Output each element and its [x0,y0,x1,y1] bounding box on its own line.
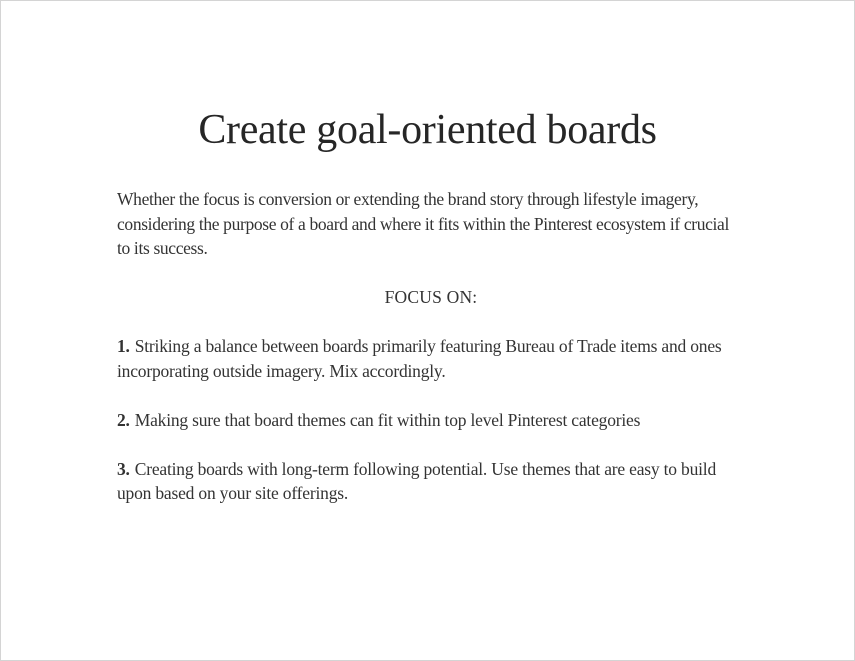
list-item-text: Creating boards with long-term following potential. Use themes that are easy to build upon based on your site offerings. [117,458,716,503]
list-item-text: Striking a balance between boards primarily featuring Bureau of Trade items and ones incorporating outside imagery. Mix accordingly. [117,336,722,381]
focus-list [117,334,745,506]
intro-paragraph: Whether the focus is conversion or extending the brand story through lifestyle imagery, considering the purpose of a board and where it fits within the Pinterest ecosystem if crucial to its success. [117,189,729,258]
list-item [117,408,745,433]
list-item-text: Making sure that board themes can fit within top level Pinterest categories [134,409,641,430]
focus-heading: FOCUS ON: [384,287,478,307]
list-item-number: 1. [117,336,130,356]
list-item-number: 2. [117,409,130,430]
list-item-number: 3. [117,458,130,479]
document-body [117,187,745,506]
list-item [117,334,745,383]
list-item [117,457,745,506]
page-title: Create goal-oriented boards [198,107,657,153]
